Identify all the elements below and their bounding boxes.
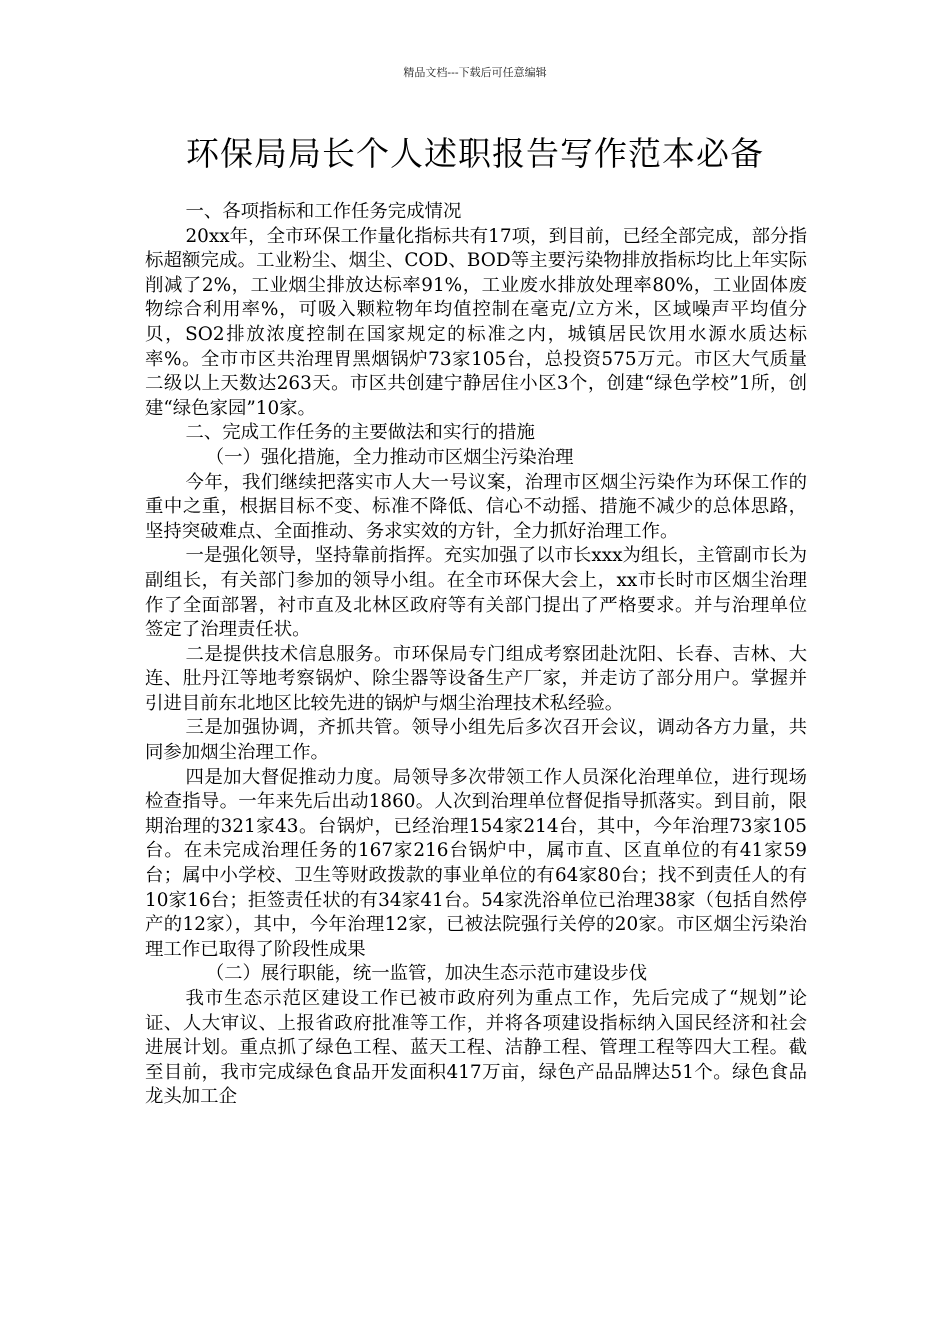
- paragraph: 我市生态示范区建设工作已被市政府列为重点工作，先后完成了“规划”论证、人大审议、上报省政府批准等工作，并将各项建设指标纳入国民经济和社会进展计划。重点抓了绿色工程、蓝天工程、洁静工程、管理工程等四大工程。截至目前，我市完成绿色食品开发面积417万亩，绿色产品品牌达51个。绿色食品龙头加工企: [145, 988, 807, 1108]
- paragraph: 二是提供技术信息服务。市环保局专门组成考察团赴沈阳、长春、吉林、大连、肚丹江等地考察锅炉、除尘器等设备生产厂家，并走访了部分用户。掌握并引进目前东北地区比较先进的锅炉与烟尘治理技术私经验。: [145, 643, 807, 714]
- document-title: 环保局局长个人述职报告写作范本必备: [186, 134, 764, 173]
- paragraph: 一是强化领导，坚持靠前指挥。充实加强了以市长xxx为组长，主管副市长为副组长，有关部门参加的领导小组。在全市环保大会上，xx市长时市区烟尘治理作了全面部署，衬市直及北林区政府等有关部门提出了严格要求。并与治理单位签定了治理责任状。: [145, 545, 807, 641]
- paragraph: 今年，我们继续把落实市人大一号议案，治理市区烟尘污染作为环保工作的重中之重，根据目标不变、标准不降低、信心不动摇、措施不减少的总体思路，坚持突破难点、全面推动、务求实效的方针，全力抓好治理工作。: [145, 471, 807, 542]
- header-note: 精品文档---下载后可任意编辑: [403, 66, 547, 79]
- paragraph: 20xx年，全市环保工作量化指标共有17项，到目前，已经全部完成，部分指标超额完成。工业粉尘、烟尘、COD、BOD等主要污染物排放指标均比上年实际削减了2%，工业烟尘排放达标率91%，工业废水排放处理率80%，工业固体废物综合利用率%，可吸入颗粒物年均值控制在毫克/立方米，区域噪声平均值分贝，SO2排放浓度控制在国家规定的标准之内，城镇居民饮用水源水质达标率%。全市市区共治理胃黑烟锅炉73家105台，总投资575万元。市区大气质量二级以上天数达263天。市区共创建宁静居住小区3个，创建“绿色学校”1所，创建“绿色家园”10家。: [145, 225, 807, 419]
- paragraph: 四是加大督促推动力度。局领导多次带领工作人员深化治理单位，进行现场检查指导。一年来先后出动1860。人次到治理单位督促指导抓落实。到目前，限期治理的321家43。台锅炉，已经治理154家214台，其中，今年治理73家105台。在未完成治理任务的167家216台锅炉中，属市直、区直单位的有41家59台；属中小学校、卫生等财政拨款的事业单位的有64家80台；找不到责任人的有10家16台；拒签责任状的有34家41台。54家洗浴单位已治理38家（包括自然停产的12家），其中，今年治理12家，已被法院强行关停的20家。市区烟尘污染治理工作已取得了阶段性成果: [145, 766, 807, 960]
- section-heading: 一、各项指标和工作任务完成情况: [185, 201, 462, 222]
- subsection-heading: （一）强化措施，全力推动市区烟尘污染治理: [205, 446, 574, 468]
- document-body: [145, 200, 807, 1110]
- subsection-heading: （二）展行职能，统一监管，加决生态示范市建设步伐: [205, 963, 648, 985]
- section-heading: 二、完成工作任务的主要做法和实行的措施: [185, 422, 535, 444]
- paragraph: 三是加强协调，齐抓共管。领导小组先后多次召开会议，调动各方力量，共同参加烟尘治理工作。: [145, 717, 807, 764]
